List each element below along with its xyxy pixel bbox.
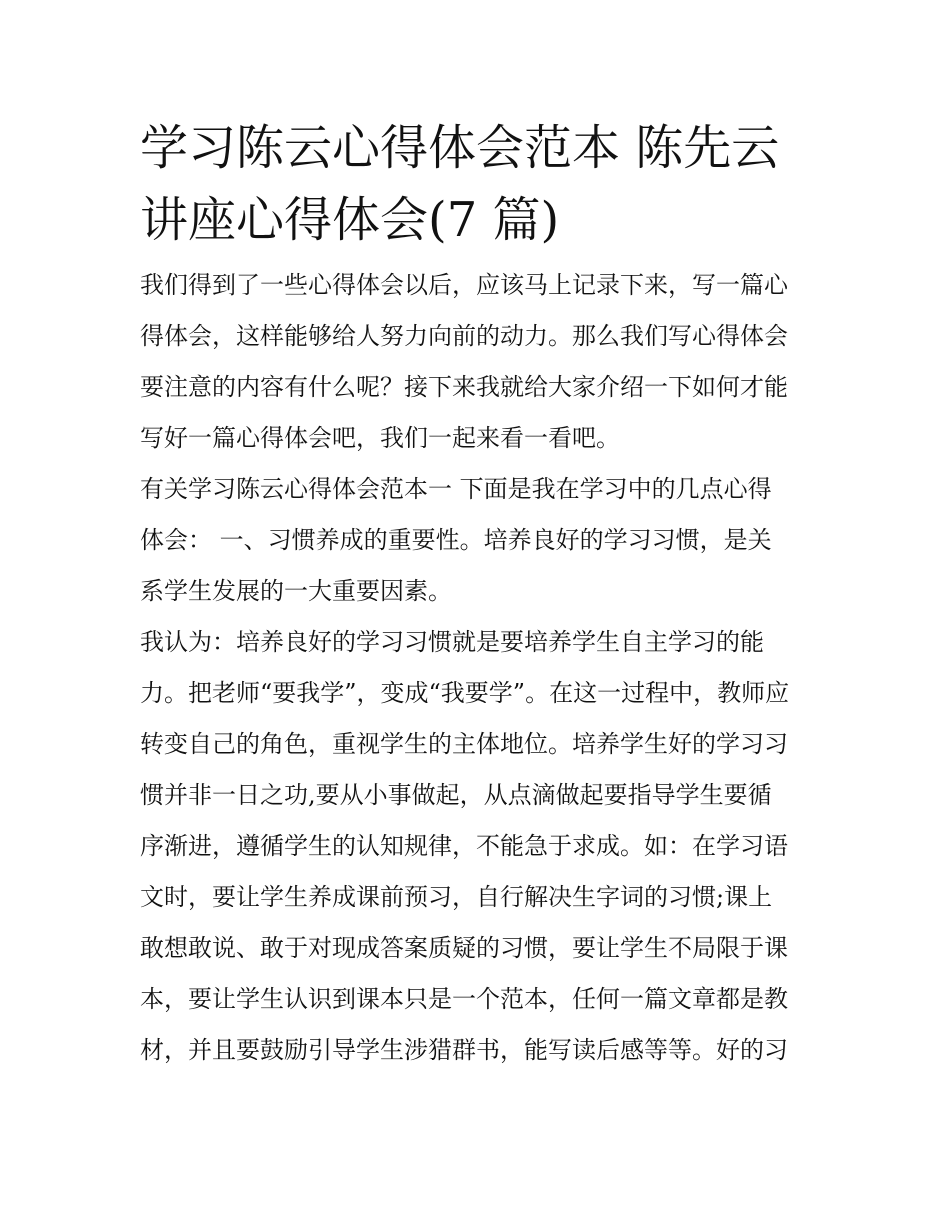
text-line: 序渐进，遵循学生的认知规律，不能急于求成。如：在学习语 — [140, 832, 788, 860]
title-line: 学习陈云心得体会范本 陈先云 — [140, 120, 780, 176]
document-title — [140, 112, 812, 256]
text-line: 写好一篇心得体会吧，我们一起来看一看吧。 — [140, 424, 620, 452]
text-line: 我认为：培养良好的学习习惯就是要培养学生自主学习的能 — [140, 628, 764, 656]
text-line: 要注意的内容有什么呢？接下来我就给大家介绍一下如何才能 — [140, 373, 788, 401]
text-line: 体会： 一、习惯养成的重要性。培养良好的学习习惯，是关 — [140, 526, 772, 554]
intro-paragraph — [140, 260, 812, 464]
text-line: 本，要让学生认识到课本只是一个范本，任何一篇文章都是教 — [140, 985, 788, 1013]
text-line: 我们得到了一些心得体会以后，应该马上记录下来，写一篇心 — [140, 271, 788, 299]
body-paragraph — [140, 617, 812, 1076]
text-line: 有关学习陈云心得体会范本一 下面是我在学习中的几点心得 — [140, 475, 772, 503]
section-one-paragraph — [140, 464, 812, 617]
text-line: 转变自己的角色，重视学生的主体地位。培养学生好的学习习 — [140, 730, 788, 758]
text-line: 文时，要让学生养成课前预习，自行解决生字词的习惯;课上 — [140, 883, 773, 911]
title-line: 讲座心得体会(7 篇) — [140, 192, 560, 248]
text-line: 系学生发展的一大重要因素。 — [140, 577, 452, 605]
text-line: 力。把老师“要我学”，变成“我要学”。在这一过程中，教师应 — [140, 679, 790, 707]
text-line: 敢想敢说、敢于对现成答案质疑的习惯，要让学生不局限于课 — [140, 934, 788, 962]
text-line: 得体会，这样能够给人努力向前的动力。那么我们写心得体会 — [140, 322, 788, 350]
text-line: 材，并且要鼓励引导学生涉猎群书，能写读后感等等。好的习 — [140, 1036, 788, 1064]
document-content — [140, 112, 812, 1076]
text-line: 惯并非一日之功,要从小事做起，从点滴做起要指导学生要循 — [140, 781, 772, 809]
